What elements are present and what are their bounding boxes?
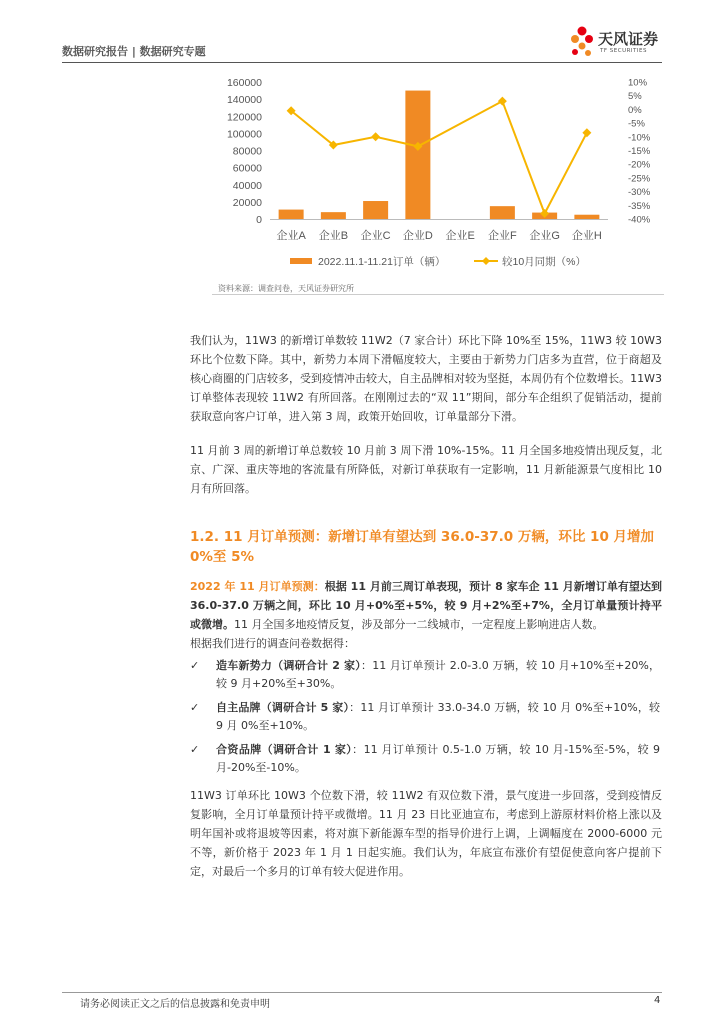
y-right-tick: -15% [628, 146, 651, 157]
x-tick-label: 企业C [360, 230, 391, 242]
header-divider [62, 62, 662, 63]
bar [574, 215, 599, 219]
bar [321, 212, 346, 219]
forecast-bold: 根据 11 月前三周订单表现，预计 8 家车企 11 月新增订单有望达到 36.0-37.0 万辆之间，环比 10 月+0%至+5%，较 9 月+2%至+7%，全月订单量预计持平或微增。 [190, 580, 662, 631]
bar [405, 91, 430, 219]
y-right-tick: 0% [628, 104, 642, 116]
y-left-tick: 140000 [226, 94, 262, 107]
legend-bar-swatch [290, 258, 312, 264]
y-left-tick: 20000 [232, 196, 262, 209]
orders-chart [190, 70, 651, 275]
line-point [371, 132, 380, 141]
bullet-label: 自主品牌（调研合计 5 家） [216, 701, 350, 714]
y-right-tick: 10% [628, 77, 648, 89]
y-left-tick: 0 [256, 214, 262, 226]
x-tick-label: 企业B [318, 230, 349, 242]
check-icon: ✓ [190, 743, 200, 756]
bar [363, 201, 388, 219]
section-title: 1.2. 11 月订单预测：新增订单有望达到 36.0-37.0 万辆，环比 10 月增加 0%至 5% [190, 529, 655, 565]
x-tick-label: 企业A [276, 230, 306, 242]
y-right-tick: -20% [628, 159, 651, 171]
bullet-text: ：11 月订单预计 33.0-34.0 万辆，较 10 月 0%至+10%，较 9 月 0%至+10%。 [216, 701, 661, 732]
forecast-lead: 2022 年 11 月订单预测： [190, 580, 325, 593]
line-point [582, 128, 591, 137]
y-left-tick: 100000 [226, 128, 262, 141]
report-category: 数据研究报告 | 数据研究专题 [62, 45, 206, 58]
forecast-intro: 根据我们进行的调查问卷数据得： [190, 637, 355, 650]
legend-line-label: 较10月同期（%） [502, 256, 587, 268]
y-right-tick: -25% [628, 173, 651, 185]
y-left-tick: 120000 [226, 111, 262, 124]
source-divider [212, 294, 664, 295]
paragraph-weekly: 11 月前 3 周的新增订单总数较 10 月前 3 周下滑 10%-15%。11 月全国多地疫情出现反复，北京、广深、重庆等地的客流量有所降低，对新订单获取有一定影响，11 月新能源景气度相比 10 月有所回落。 [190, 444, 662, 495]
check-icon: ✓ [190, 701, 200, 714]
bar [279, 210, 304, 219]
y-right-tick: -5% [628, 118, 645, 130]
y-right-tick: -40% [628, 214, 651, 226]
y-left-tick: 160000 [226, 77, 262, 89]
x-tick-label: 企业D [402, 230, 433, 242]
bullet-text: ：11 月订单预计 2.0-3.0 万辆，较 10 月+10%至+20%，较 9 月+20%至+30%。 [216, 659, 661, 690]
y-right-tick: -10% [628, 132, 651, 144]
x-tick-label: 企业E [445, 230, 475, 242]
bullet-label: 造车新势力（调研合计 2 家） [216, 659, 361, 672]
x-tick-label: 企业G [529, 230, 560, 242]
forecast-rest: 11 月全国多地疫情反复，涉及部分一二线城市，一定程度上影响进店人数。 [234, 618, 604, 631]
y-left-tick: 40000 [232, 179, 262, 192]
bullet-label: 合资品牌（调研合计 1 家） [216, 743, 353, 756]
x-tick-label: 企业F [488, 230, 517, 242]
y-right-tick: 5% [628, 91, 642, 103]
paragraph-conclusion: 11W3 订单环比 10W3 个位数下滑，较 11W2 有双位数下滑，景气度进一步回落，受到疫情反复影响，全月订单量预计持平或微增。11 月 23 日比亚迪宣布，考虑到上游原材料价格上涨以及明年国补或将退坡等因素，将对旗下新能源车型的指导价进行上调，上调幅度在 2000-6000 元不等，新价格于 2023 年 1 月 1 日起实施。我们认为，年底宣布涨价有望促使意向客户提前下定，对最后一个多月的订单有较大促进作用。 [190, 789, 662, 878]
legend-bar-label: 2022.11.1-11.21订单（辆） [318, 256, 446, 268]
chart-source: 资料来源：调查问卷，天风证券研究所 [218, 284, 354, 293]
series-line [291, 101, 587, 213]
paragraph-forecast [190, 577, 662, 653]
check-icon: ✓ [190, 659, 200, 672]
bullet-text: ：11 月订单预计 0.5-1.0 万辆，较 10 月-15%至-5%，较 9 月-20%至-10%。 [216, 743, 660, 774]
footer-disclaimer: 请务必阅读正文之后的信息披露和免责申明 [80, 999, 270, 1010]
line-point [498, 97, 507, 106]
legend-line-marker [482, 257, 490, 265]
paragraph-analysis: 我们认为，11W3 的新增订单数较 11W2（7 家合计）环比下降 10%至 15%，11W3 较 10W3 环比个位数下降。其中，新势力本周下滑幅度较大，主要由于新势力门店多为直营，位于商超及核心商圈的门店较多，受到疫情冲击较大，自主品牌相对较为坚挺，本周仍有个位数增长。11W3 订单整体表现较 11W2 有所回落。在刚刚过去的“双 11”期间，部分车企组织了促销活动，提前获取意向客户订单，进入第 3 周，政策开始回收，订单量部分下滑。 [190, 334, 662, 423]
x-tick-label: 企业H [571, 230, 602, 242]
page-number: 4 [654, 995, 661, 1006]
y-right-tick: -35% [628, 200, 651, 212]
y-left-tick: 80000 [232, 145, 262, 158]
bar [490, 206, 515, 219]
footer-divider [62, 992, 662, 993]
brand-subtitle: TF SECURITIES [600, 48, 647, 54]
y-left-tick: 60000 [232, 162, 262, 175]
brand-name: 天风证券 [598, 30, 659, 48]
y-right-tick: -30% [628, 187, 651, 199]
